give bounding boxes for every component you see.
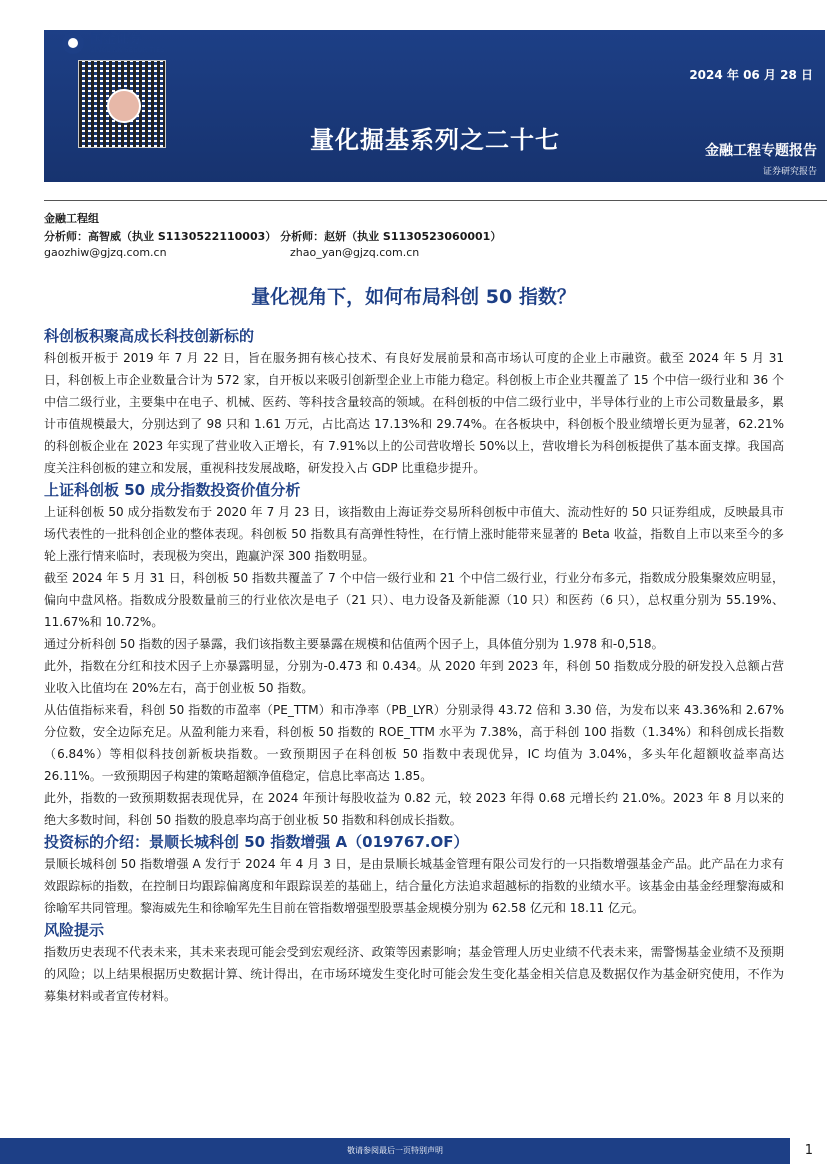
report-type: 金融工程专题报告 (705, 143, 817, 159)
paragraph: 指数历史表现不代表未来，其未来表现可能会受到宏观经济、政策等因素影响；基金管理人历史业绩不代表未来，需警惕基金业绩不及预期的风险；以上结果根据历史数据计算、统计得出，在市场环境发生变化时可能会发生变化基金相关信息及数据仅作为基金研究使用，不作为募集材料或者宣传材料。 (44, 945, 784, 1003)
company-logo (62, 32, 165, 54)
section-heading: 投资标的介绍：景顺长城科创 50 指数增强 A（019767.OF） (44, 833, 469, 851)
section-heading: 风险提示 (44, 921, 105, 939)
report-date: 2024 年 06 月 28 日 (689, 68, 813, 82)
qr-code-icon (78, 60, 166, 148)
divider (44, 200, 827, 201)
qr-center-logo-icon (107, 89, 141, 123)
logo-cn-text: 国金证券 (90, 31, 143, 47)
paragraph: 通过分析科创 50 指数的因子暴露，我们该指数主要暴露在规模和估值两个因子上，具体值分别为 1.978 和-0,518。 (44, 637, 664, 651)
analyst-email-2[interactable]: zhao_yan@gjzq.com.cn (290, 246, 420, 259)
page-title: 量化视角下，如何布局科创 50 指数？ (251, 286, 576, 308)
paragraph: 科创板开板于 2019 年 7 月 22 日，旨在服务拥有核心技术、有良好发展前景和高市场认可度的企业上市融资。截至 2024 年 5 月 31 日，科创板上市企业数量合计为 572 家，自开板以来吸引创新型企业上市能力稳定。科创板上市企业共覆盖了 15 个中信一级行业和 36 个中信二级行业，主要集中在电子、机械、医药、等科技含量较高的领域。在科创板的中信二级行业中，半导体行业的上市公司数量最多，累计市值规模最大，分别达到了 98 只和 1.61 万元，占比高达 17.13%和 29.74%。在各板块中，科创板个股业绩增长更为显著，62.21%的科创板企业在 2023 年实现了营业收入正增长，有 7.91%以上的公司营收增长 50%以上，营收增长为科创板提供了基本面支撑。我国高度关注科创板的建立和发展，重视科技发展战略，研发投入占 GDP 比重稳步提升。 (44, 351, 784, 475)
report-subtype: 证券研究报告 (762, 167, 817, 177)
paragraph: 截至 2024 年 5 月 31 日，科创板 50 指数共覆盖了 7 个中信一级行业和 21 个中信二级行业，行业分布多元，指数成分股集聚效应明显，偏向中盘风格。指数成分股数量前三的行业依次是电子（21 只）、电力设备及新能源（10 只）和医药（6 只），总权重分别为 55.19%、11.67%和 10.72%。 (44, 571, 784, 629)
analyst-line: 分析师：高智威（执业 S1130522110003） 分析师：赵妍（执业 S1130523060001） (44, 230, 502, 243)
paragraph: 此外，指数在分红和技术因子上亦暴露明显，分别为-0.473 和 0.434。从 2020 年到 2023 年，科创 50 指数成分股的研发投入总额占营业收入比值均在 20%左右，高于创业板 50 指数。 (44, 659, 784, 695)
logo-en-text: SINOLINK SECURITIES (90, 46, 165, 54)
section-heading: 上证科创板 50 成分指数投资价值分析 (44, 481, 301, 499)
paragraph: 从估值指标来看，科创 50 指数的市盈率（PE_TTM）和市净率（PB_LYR）分别录得 43.72 倍和 3.30 倍，为发布以来 43.36%和 2.67%分位数，安全边际充足。从盈利能力来看，科创板 50 指数的 ROE_TTM 水平为 7.38%，高于科创 100 指数（1.34%）和科创成长指数（6.84%）等相似科技创新板块指数。一致预期因子在科创板 50 指数中表现优异，IC 均值为 3.04%，多头年化超额收益率高达 26.11%。一致预期因子构建的策略超额净值稳定，信息比率高达 1.85。 (44, 703, 784, 783)
research-team: 金融工程组 (44, 212, 99, 225)
logo-mark-icon (62, 32, 84, 54)
series-title: 量化掘基系列之二十七 (310, 126, 560, 154)
paragraph: 上证科创板 50 成分指数发布于 2020 年 7 月 23 日，该指数由上海证券交易所科创板中市值大、流动性好的 50 只证券组成，反映最具市场代表性的一批科创企业的整体表现。科创板 50 指数具有高弹性特性，在行情上涨时能带来显著的 Beta 收益，指数自上市以来至今的多轮上涨行情来临时，表现极为突出，跑赢沪深 300 指数明显。 (44, 505, 784, 563)
paragraph: 景顺长城科创 50 指数增强 A 发行于 2024 年 4 月 3 日，是由景顺长城基金管理有限公司发行的一只指数增强基金产品。此产品在力求有效跟踪标的指数，在控制日均跟踪偏离度和年跟踪误差的基础上，结合量化方法追求超越标的指数的业绩水平。该基金由基金经理黎海威和徐喻军共同管理。黎海威先生和徐喻军先生目前在管指数增强型股票基金规模分别为 62.58 亿元和 18.11 亿元。 (44, 857, 784, 915)
section-heading: 科创板积聚高成长科技创新标的 (44, 327, 255, 345)
footer-disclaimer: 敬请参阅最后一页特别声明 (347, 1146, 443, 1155)
paragraph: 此外，指数的一致预期数据表现优异，在 2024 年预计每股收益为 0.82 元，较 2023 年得 0.68 元增长约 21.0%。2023 年 8 月以来的绝大多数时间，科创 50 指数的股息率均高于创业板 50 指数和科创成长指数。 (44, 791, 784, 827)
page-number: 1 (804, 1143, 813, 1158)
report-body (44, 325, 784, 1007)
analyst-email-1[interactable]: gaozhiw@gjzq.com.cn (44, 246, 167, 259)
